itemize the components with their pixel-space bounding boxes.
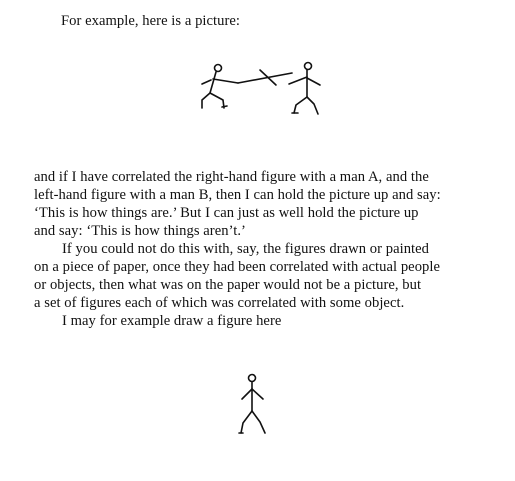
fencers-drawing	[186, 60, 334, 126]
standing-stick-figure	[239, 375, 265, 434]
paragraph1-line-4: and say: ‘This is how things aren’t.’	[34, 223, 246, 239]
right-stick-figure	[289, 63, 320, 115]
fencers-figure	[186, 60, 334, 126]
single-stick-drawing	[230, 372, 274, 438]
paragraph2-line-4: a set of figures each of which was correlated with some object.	[34, 295, 405, 311]
paragraph1-line-1: and if I have correlated the right-hand figure with a man A, and the	[34, 169, 429, 185]
paragraph1-line-2: left-hand figure with a man B, then I can hold the picture up and say:	[34, 187, 441, 203]
paragraph1-line-3: ‘This is how things are.’ But I can just as well hold the picture up	[34, 205, 419, 221]
crossed-swords	[238, 70, 292, 85]
paragraph2-line-2: on a piece of paper, once they had been correlated with actual people	[34, 259, 441, 275]
left-stick-figure	[202, 65, 238, 109]
paragraph2-line-3: or objects, then what was on the paper would not be a picture, but	[34, 277, 422, 293]
paragraph3-line-1: I may for example draw a figure here	[62, 313, 282, 329]
paragraph2-line-1: If you could not do this with, say, the figures drawn or painted	[62, 241, 430, 257]
intro-line: For example, here is a picture:	[61, 13, 241, 29]
single-figure	[230, 372, 274, 438]
